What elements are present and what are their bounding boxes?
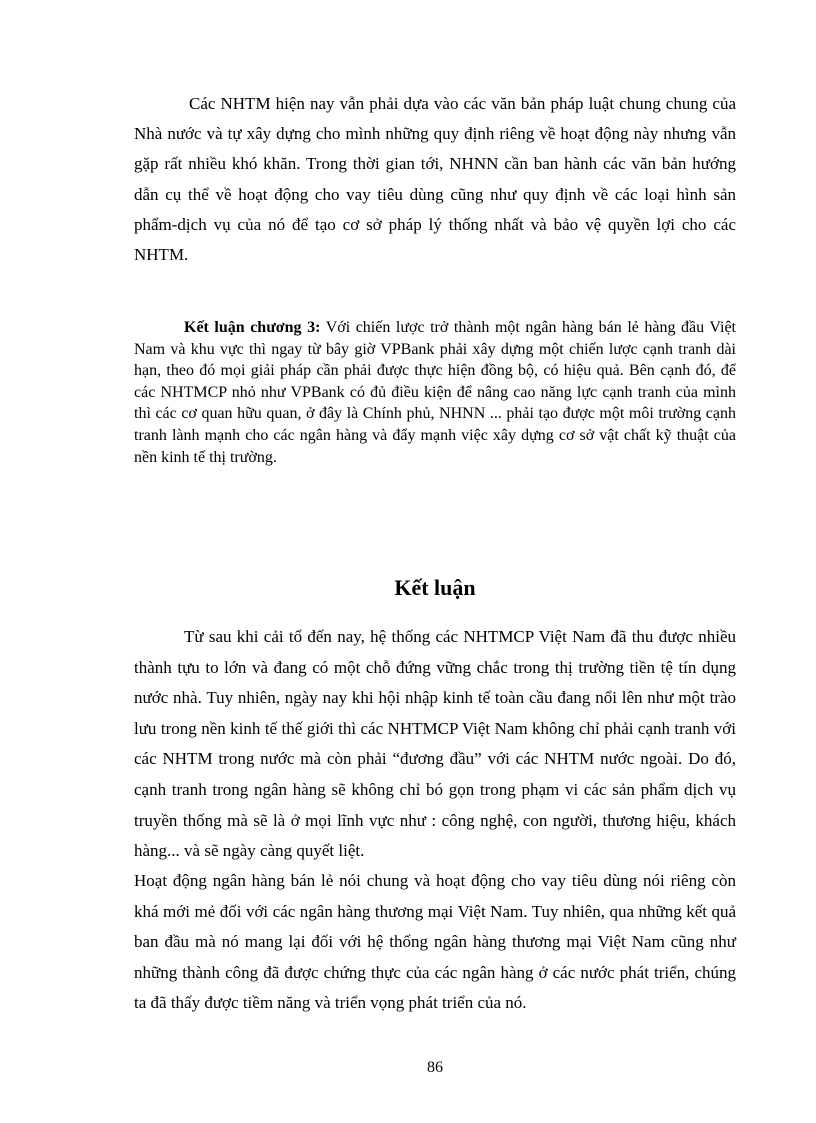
- paragraph-legal-framework: Các NHTM hiện nay vẫn phải dựa vào các văn bản pháp luật chung chung của Nhà nước và tự xây dựng cho mình những quy định riêng về hoạt động này nhưng vẫn gặp rất nhiều khó khăn. Trong thời gian tới, NHNN cần ban hành các văn bản hướng dẫn cụ thể về hoạt động cho vay tiêu dùng cũng như quy định về các loại hình sản phẩm-dịch vụ của nó để tạo cơ sở pháp lý thống nhất và bảo vệ quyền lợi cho các NHTM.: [134, 94, 736, 265]
- paragraph-conclusion-2: Hoạt động ngân hàng bán lẻ nói chung và hoạt động cho vay tiêu dùng nói riêng còn khá mới mẻ đối với các ngân hàng thương mại Việt Nam. Tuy nhiên, qua những kết quả ban đầu mà nó mang lại đối với hệ thống ngân hàng thương mại Việt Nam cũng như những thành công đã được chứng thực của các ngân hàng ở các nước phát triển, chúng ta đã thấy được tiềm năng và triển vọng phát triển của nó.: [134, 871, 736, 1013]
- section-heading: Kết luận: [394, 575, 476, 600]
- chapter-3-conclusion: [134, 317, 736, 468]
- chapter-3-conclusion-label: Kết luận chương 3:: [184, 319, 321, 336]
- paragraph-conclusion-1: Từ sau khi cải tổ đến nay, hệ thống các NHTMCP Việt Nam đã thu được nhiều thành tựu to lớn và đang có một chỗ đứng vững chắc trong thị trường tiền tệ tín dụng nước nhà. Tuy nhiên, ngày nay khi hội nhập kinh tế toàn cầu đang nổi lên như một trào lưu trong nền kinh tế thế giới thì các NHTMCP Việt Nam không chỉ phải cạnh tranh với các NHTM trong nước mà còn phải “đương đầu” với các NHTM nước ngoài. Do đó, cạnh tranh trong ngân hàng sẽ không chỉ bó gọn trong phạm vi các sản phẩm dịch vụ truyền thống mà sẽ là ở mọi lĩnh vực như : công nghệ, con người, thương hiệu, khách hàng... và sẽ ngày càng quyết liệt.: [134, 627, 736, 861]
- page-number: 86: [427, 1059, 443, 1076]
- chapter-3-conclusion-text: Với chiến lược trở thành một ngân hàng bán lẻ hàng đầu Việt Nam và khu vực thì ngay từ bây giờ VPBank phải xây dựng một chiến lược cạnh tranh dài hạn, theo đó mọi giải pháp cần phải được thực hiện đồng bộ, có hiệu quả. Bên cạnh đó, để các NHTMCP nhỏ như VPBank có đủ điều kiện để nâng cao năng lực cạnh tranh của mình thì các cơ quan hữu quan, ở đây là Chính phủ, NHNN ... phải tạo được một môi trường cạnh tranh lành mạnh cho các ngân hàng và đẩy mạnh việc xây dựng cơ sở vật chất kỹ thuật của nền kinh tế thị trường.: [134, 319, 736, 466]
